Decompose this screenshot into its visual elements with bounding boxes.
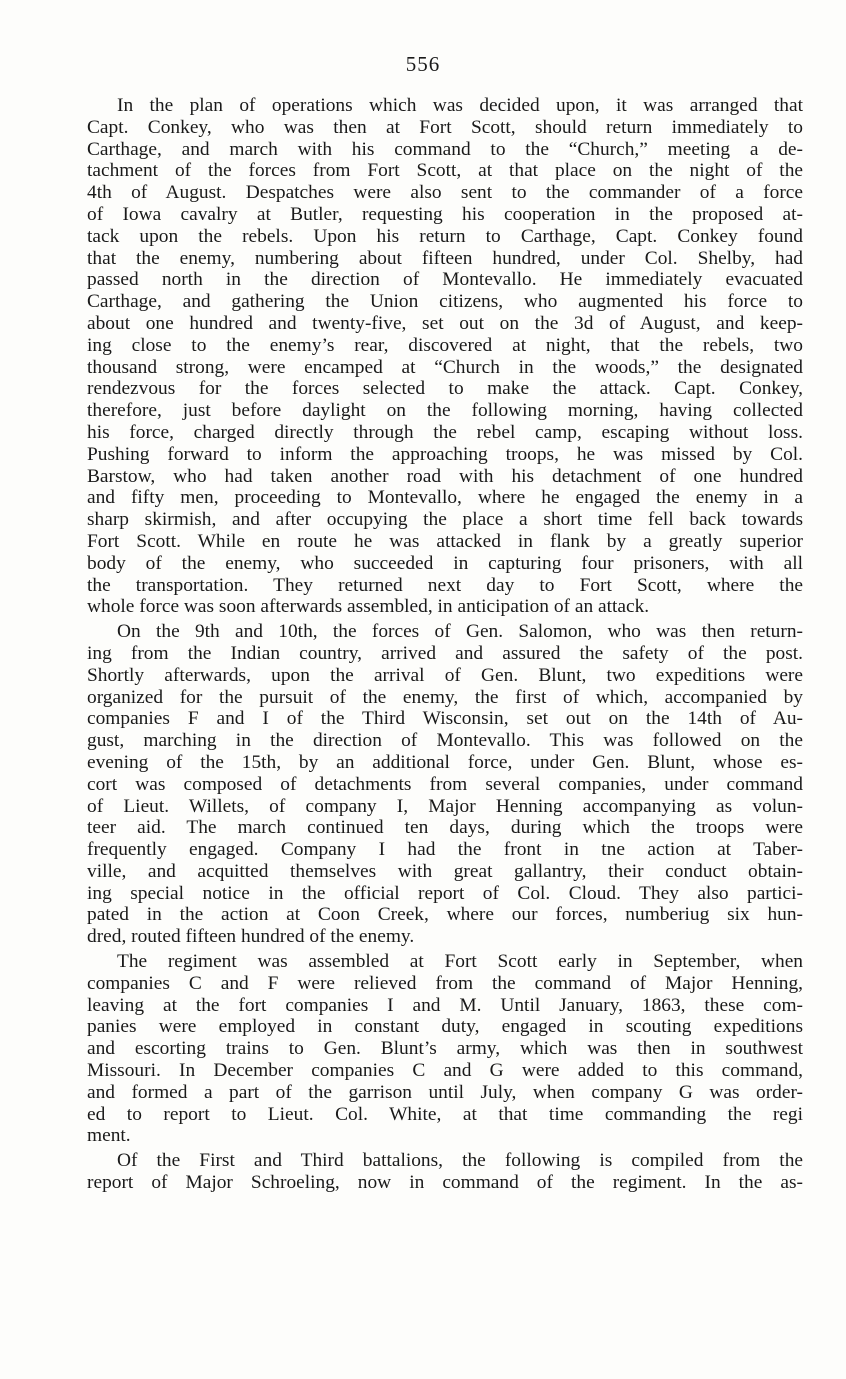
text-line: pated in the action at Coon Creek, where our forces, numberiug six hun- (87, 904, 803, 926)
text-line: Carthage, and march with his command to the “Church,” meeting a de- (87, 138, 803, 160)
text-line: the transportation. They returned next day to Fort Scott, where the (87, 574, 803, 596)
body-text (87, 95, 803, 1197)
text-line: body of the enemy, who succeeded in capturing four prisoners, with all (87, 552, 803, 574)
text-line: leaving at the fort companies I and M. Until January, 1863, these com- (87, 994, 803, 1016)
text-line: and fifty men, proceeding to Montevallo, where he engaged the enemy in a (87, 487, 803, 509)
text-line: evening of the 15th, by an additional force, under Gen. Blunt, whose es- (87, 751, 803, 773)
text-line: and escorting trains to Gen. Blunt’s army, which was then in southwest (87, 1038, 803, 1060)
text-line: about one hundred and twenty-five, set out on the 3d of August, and keep- (87, 312, 803, 334)
text-line: his force, charged directly through the rebel camp, escaping without loss. (87, 421, 803, 443)
text-line: Pushing forward to inform the approaching troops, he was missed by Col. (87, 443, 803, 465)
text-line: of Lieut. Willets, of company I, Major Henning accompanying as volun- (87, 795, 803, 817)
text-line: ed to report to Lieut. Col. White, at that time commanding the regi (87, 1103, 803, 1125)
text-line: and formed a part of the garrison until July, when company G was order- (87, 1081, 803, 1103)
text-line: In the plan of operations which was decided upon, it was arranged that (117, 95, 803, 116)
text-line: gust, marching in the direction of Montevallo. This was followed on the (87, 730, 803, 752)
text-line: ing special notice in the official report of Col. Cloud. They also partici- (87, 882, 803, 904)
text-line: therefore, just before daylight on the following morning, having collected (87, 400, 803, 422)
text-line: ing close to the enemy’s rear, discovered at night, that the rebels, two (87, 334, 803, 356)
text-line: ville, and acquitted themselves with great gallantry, their conduct obtain- (87, 860, 803, 882)
text-line: Fort Scott. While en route he was attacked in flank by a greatly superior (87, 530, 803, 552)
text-line: passed north in the direction of Montevallo. He immediately evacuated (87, 269, 803, 291)
text-line: dred, routed fifteen hundred of the enemy. (87, 926, 415, 948)
text-line: thousand strong, were encamped at “Church in the woods,” the designated (87, 356, 803, 378)
text-line: On the 9th and 10th, the forces of Gen. Salomon, who was then return- (117, 621, 803, 643)
text-line: Missouri. In December companies C and G were added to this command, (87, 1060, 803, 1082)
text-line: sharp skirmish, and after occupying the place a short time fell back towards (87, 509, 803, 531)
page-number: 556 (405, 52, 441, 76)
text-line: 4th of August. Despatches were also sent to the commander of a force (87, 182, 803, 204)
paragraph-3 (87, 951, 803, 1147)
paragraph-4 (87, 1150, 803, 1194)
text-line: panies were employed in constant duty, engaged in scouting expeditions (87, 1016, 803, 1038)
text-line: report of Major Schroeling, now in command of the regiment. In the as- (87, 1172, 803, 1194)
text-line: frequently engaged. Company I had the front in tne action at Taber- (87, 839, 803, 861)
text-line: Carthage, and gathering the Union citizens, who augmented his force to (87, 291, 803, 313)
text-line: teer aid. The march continued ten days, during which the troops were (87, 817, 803, 839)
paragraph-1 (87, 95, 803, 618)
text-line: ing from the Indian country, arrived and assured the safety of the post. (87, 642, 803, 664)
text-line: ment. (87, 1125, 131, 1147)
text-line: organized for the pursuit of the enemy, the first of which, accompanied by (87, 686, 803, 708)
text-line: Capt. Conkey, who was then at Fort Scott, should return immediately to (87, 116, 803, 138)
text-line: whole force was soon afterwards assembled, in anticipation of an attack. (87, 596, 650, 618)
text-line: tachment of the forces from Fort Scott, at that place on the night of the (87, 160, 803, 182)
text-line: that the enemy, numbering about fifteen hundred, under Col. Shelby, had (87, 247, 803, 269)
text-line: rendezvous for the forces selected to make the attack. Capt. Conkey, (87, 378, 803, 400)
text-line: tack upon the rebels. Upon his return to Carthage, Capt. Conkey found (87, 225, 803, 247)
text-line: Shortly afterwards, upon the arrival of Gen. Blunt, two expeditions were (87, 664, 803, 686)
text-line: Of the First and Third battalions, the following is compiled from the (117, 1150, 803, 1172)
text-line: cort was composed of detachments from several companies, under command (87, 773, 803, 795)
text-line: of Iowa cavalry at Butler, requesting his cooperation in the proposed at- (87, 203, 803, 225)
text-line: Barstow, who had taken another road with his detachment of one hundred (87, 465, 803, 487)
text-line: The regiment was assembled at Fort Scott early in September, when (117, 951, 803, 973)
text-line: companies F and I of the Third Wisconsin, set out on the 14th of Au- (87, 708, 803, 730)
paragraph-2 (87, 621, 803, 948)
text-line: companies C and F were relieved from the command of Major Henning, (87, 972, 803, 994)
